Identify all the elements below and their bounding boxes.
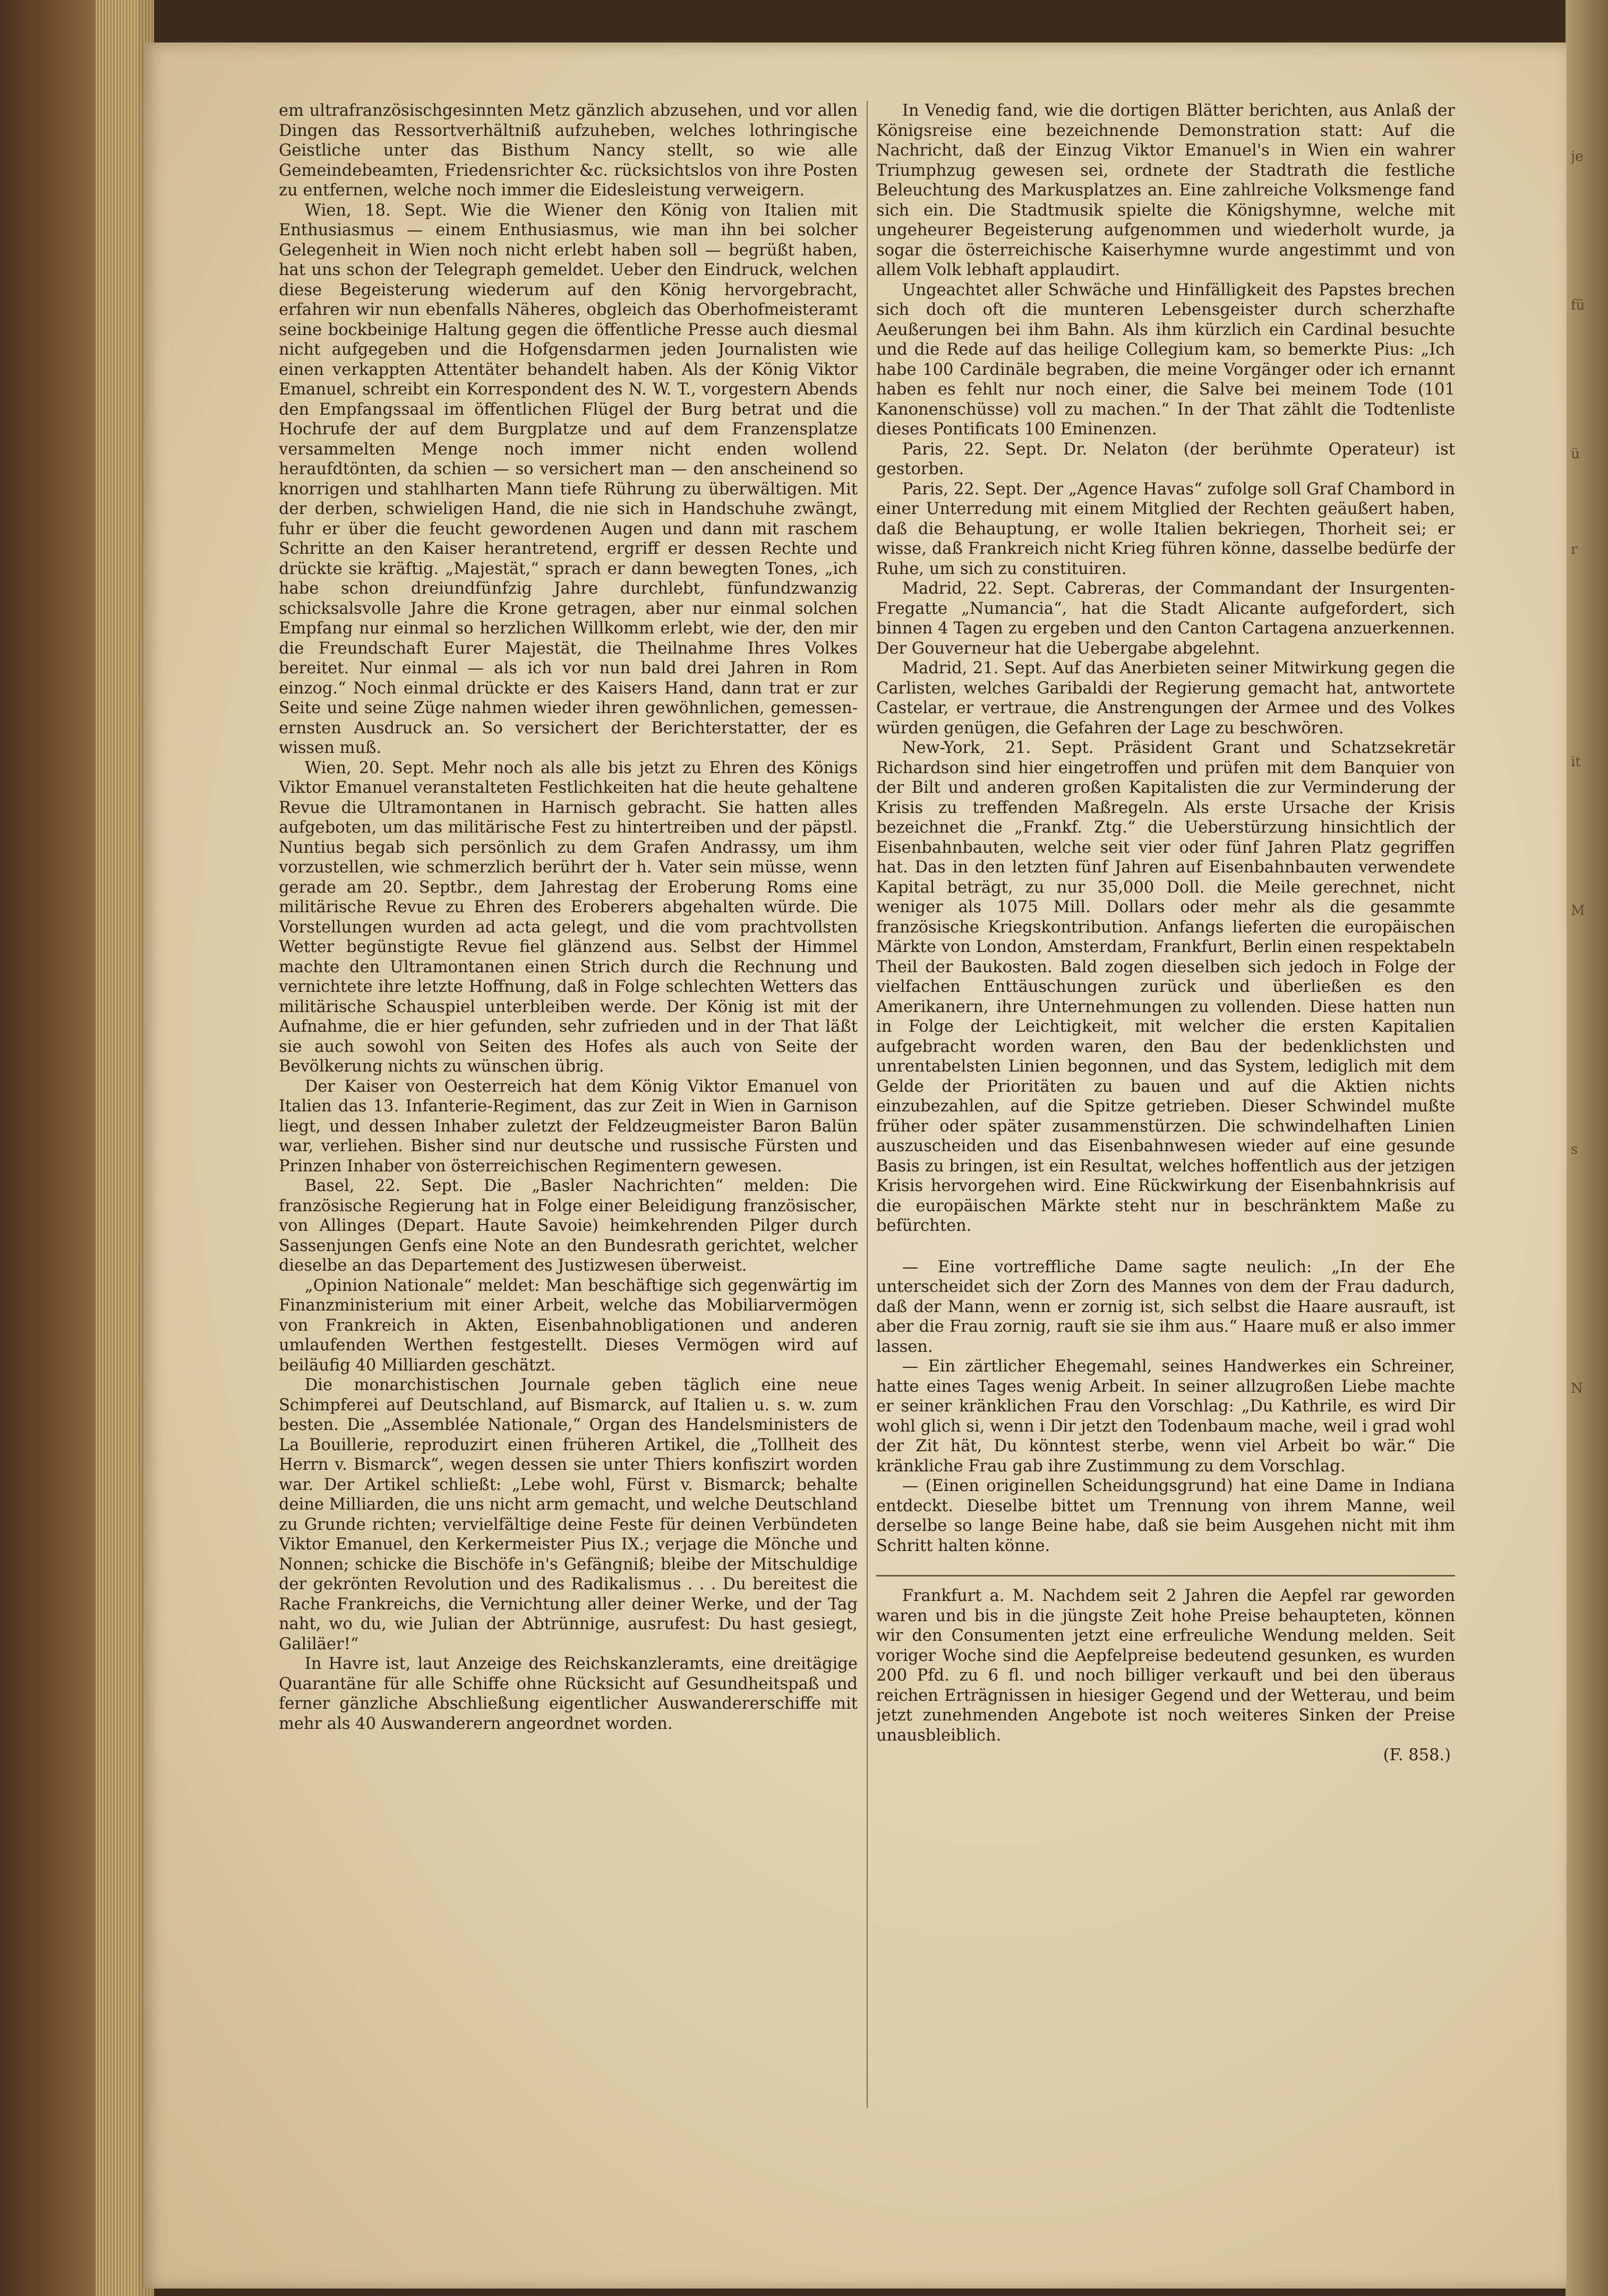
margin-fragment: je	[1571, 149, 1584, 165]
left-column	[279, 101, 858, 2172]
margin-fragment: r	[1571, 542, 1578, 558]
margin-fragment: fü	[1571, 297, 1585, 313]
market-report: Frankfurt a. M. Nachdem seit 2 Jahren die Aepfel rar geworden waren und bis in die jüngste Zeit hohe Preise behaupteten, können wir den Consumenten jetzt eine erfreuliche Wendung melden. Seit voriger Woche sind die Aepfelpreise bedeutend gesunken, es wurden 200 Pfd. zu 6 fl. und noch billiger verkauft und bei den überaus reichen Erträgnissen in hiesiger Gegend und der Wetterau, und beim jetzt zunehmenden Angebote ist noch weiteres Sinken der Preise unausbleiblich.	[876, 1587, 1455, 1745]
anecdote: — (Einen originellen Scheidungsgrund) hat eine Dame in Indiana entdeckt. Dieselbe bittet um Trennung von ihrem Manne, weil derselbe so lange Beine habe, daß sie beim Ausgehen nicht mit ihm Schritt halten könne.	[876, 1477, 1455, 1555]
article-paragraph: em ultrafranzösischgesinnten Metz gänzlich abzusehen, und vor allen Dingen das Ressortverhältniß aufzuheben, welches lothringische Geistliche unter das Bisthum Nancy stellt, so wie alle Gemeindebeamten, Friedensrichter &c. rücksichtslos von ihre Posten zu entfernen, welche noch immer die Eidesleistung verweigern.	[279, 101, 858, 200]
margin-fragment: N	[1571, 1381, 1583, 1397]
newspaper-page	[143, 42, 1567, 2289]
article-paragraph: Madrid, 22. Sept. Cabreras, der Commandant der Insurgenten-Fregatte „Numancia“, hat die Stadt Alicante aufgefordert, sich binnen 4 Tagen zu ergeben und den Canton Cartagena anzuerkennen. Der Gouverneur hat die Uebergabe abgelehnt.	[876, 579, 1455, 658]
margin-fragment: it	[1571, 754, 1581, 770]
section-rule	[876, 1575, 1455, 1577]
article-paragraph: In Havre ist, laut Anzeige des Reichskanzleramts, eine dreitägige Quarantäne für alle Schiffe ohne Rücksicht auf Gesundheitspaß und ferner gänzliche Abschließung eigentlicher Auswandererschiffe mit mehr als 40 Auswanderern angeordnet worden.	[279, 1655, 858, 1733]
article-paragraph: „Opinion Nationale“ meldet: Man beschäftige sich gegenwärtig im Finanzministerium mit einer Arbeit, welche das Mobiliarvermögen von Frankreich in Akten, Eisenbahnobligationen und anderen umlaufenden Werthen festgestellt. Dieses Vermögen wird auf beiläufig 40 Milliarden geschätzt.	[279, 1276, 858, 1375]
article-paragraph: Basel, 22. Sept. Die „Basler Nachrichten“ melden: Die französische Regierung hat in Folge einer Beleidigung französischer, von Allinges (Depart. Haute Savoie) heimkehrenden Pilger durch Sassenjungen Genfs eine Note an den Bundesrath gerichtet, welcher dieselbe an das Departement des Justizwesen überweist.	[279, 1177, 858, 1275]
margin-fragment: s	[1571, 1142, 1578, 1158]
article-paragraph: New-York, 21. Sept. Präsident Grant und Schatzsekretär Richardson sind hier eingetroffen und prüfen mit dem Banquier von der Bilt und anderen großen Kapitalisten die zur Verminderung der Krisis zu treffenden Maßregeln. Als erste Ursache der Krisis bezeichnet die „Frankf. Ztg.“ die Ueberstürzung hinsichtlich der Eisenbahnbauten, welche seit vier oder fünf Jahren Platz gegriffen hat. Das in den letzten fünf Jahren auf Eisenbahnbauten verwendete Kapital beträgt, zu nur 35,000 Doll. die Meile gerechnet, nicht weniger als 1075 Mill. Dollars oder mehr als die gesammte französische Kriegskontribution. Anfangs lieferten die europäischen Märkte von London, Amsterdam, Frankfurt, Berlin einen respektabeln Theil der Baukosten. Bald zogen dieselben sich jedoch in Folge der vielfachen Enttäuschungen zurück und überließen es den Amerikanern, ihre Unternehmungen zu vollenden. Diese hatten nun in Folge der Leichtigkeit, mit welcher die ersten Kapitalien aufgebracht worden waren, den Bau der bedenklichsten und unrentabelsten Linien begonnen, und das System, lediglich mit dem Gelde der Prioritäten zu bauen und auf die Aktien nichts einzubezahlen, auf die Spitze getrieben. Dieser Schwindel mußte früher oder später zusammenstürzen. Die schwindelhaften Linien auszuscheiden und das Eisenbahnwesen wieder auf eine gesunde Basis zu bringen, ist ein Resultat, welches hoffentlich aus der jetzigen Krisis hervorgehen wird. Eine Rückwirkung der Eisenbahnkrisis auf die europäischen Märkte steht nur in beschränktem Maße zu befürchten.	[876, 739, 1455, 1235]
article-paragraph: Paris, 22. Sept. Dr. Nelaton (der berühmte Operateur) ist gestorben.	[876, 440, 1455, 478]
margin-fragment: M	[1571, 903, 1585, 919]
anecdote: — Eine vortreffliche Dame sagte neulich: „In der Ehe unterscheidet sich der Zorn des Mannes von dem der Frau dadurch, daß der Mann, wenn er zornig ist, sich selbst die Haare ausrauft, ist aber die Frau zornig, rauft sie sie ihm aus.“ Haare muß er also immer lassen.	[876, 1257, 1455, 1356]
article-paragraph: Wien, 20. Sept. Mehr noch als alle bis jetzt zu Ehren des Königs Viktor Emanuel veranstalteten Festlichkeiten hat die heute gehaltene Revue die Ultramontanen in Harnisch gebracht. Sie hatten alles aufgeboten, um das militärische Fest zu hintertreiben und der päpstl. Nuntius begab sich persönlich zu dem Grafen Andrassy, um ihm vorzustellen, wie schmerzlich berührt der h. Vater sein müsse, wenn gerade am 20. Septbr., dem Jahrestag der Eroberung Roms eine militärische Revue zu Ehren des Eroberers abgehalten würde. Die Vorstellungen wurden ad acta gelegt, und die vom prachtvollsten Wetter begünstigte Revue fiel glänzend aus. Selbst der Himmel machte den Ultramontanen einen Strich durch die Rechnung und vernichtete ihre letzte Hoffnung, daß in Folge schlechten Wetters das militärische Schauspiel unterbleiben werde. Der König ist mit der Aufnahme, die er hier gefunden, sehr zufrieden und in der That läßt sie auch sowohl von Seiten des Hofes als auch von Seite der Bevölkerung nichts zu wünschen übrig.	[279, 758, 858, 1076]
anecdote: — Ein zärtlicher Ehegemahl, seines Handwerkes ein Schreiner, hatte eines Tages wenig Arbeit. In seiner allzugroßen Liebe machte er seiner kränklichen Frau den Vorschlag: „Du Kathrile, es wird Dir wohl glich si, wenn i Dir jetzt den Todenbaum mache, weil i grad wohl der Zit hät, Du könntest sterbe, wenn viel Arbeit bo wär.“ Die kränkliche Frau gab ihre Zustimmung zu dem Vorschlag.	[876, 1357, 1455, 1476]
article-paragraph: Paris, 22. Sept. Der „Agence Havas“ zufolge soll Graf Chambord in einer Unterredung mit einem Mitglied der Rechten geäußert haben, daß die Behauptung, er wolle Italien bekriegen, Thorheit sei; er wisse, daß Frankreich nicht Krieg führen könne, dasselbe bedürfe der Ruhe, um sich zu constituiren.	[876, 479, 1455, 578]
margin-fragment: ü	[1571, 446, 1580, 462]
article-paragraph: In Venedig fand, wie die dortigen Blätter berichten, aus Anlaß der Königsreise eine bezeichnende Demonstration statt: Auf die Nachricht, daß der Einzug Viktor Emanuel's in Wien ein wahrer Triumphzug gewesen sei, ordnete der Stadtrath die festliche Beleuchtung des Markusplatzes an. Eine zahlreiche Volksmenge fand sich ein. Die Stadtmusik spielte die Königshymne, welche mit ungeheurer Begeisterung aufgenommen und wiederholt wurde, ja sogar die österreichische Kaiserhymne wurde angestimmt und von allem Volk lebhaft applaudirt.	[876, 101, 1455, 279]
source-signature: (F. 858.)	[1383, 1746, 1451, 1764]
article-paragraph: Ungeachtet aller Schwäche und Hinfälligkeit des Papstes brechen sich doch oft die munteren Lebensgeister durch scherzhafte Aeußerungen bei ihm Bahn. Als ihm kürzlich ein Cardinal besuchte und die Rede auf das heilige Collegium kam, so bemerkte Pius: „Ich habe 100 Cardinäle begraben, die meine Vorgänger oder ich ernannt haben es fehlt nur noch einer, die Salve bei meinem Tode (101 Kanonenschüsse) voll zu machen.“ In der That zählt die Todtenliste dieses Pontificats 100 Eminenzen.	[876, 280, 1455, 439]
article-paragraph: Wien, 18. Sept. Wie die Wiener den König von Italien mit Enthusiasmus — einem Enthusiasmus, wie man ihn bei solcher Gelegenheit in Wien noch nicht erlebt haben soll — begrüßt haben, hat uns schon der Telegraph gemeldet. Ueber den Eindruck, welchen diese Begeisterung wiederum auf den König hervorgebracht, erfahren wir nun ebenfalls Näheres, obgleich das Oberhofmeisteramt seine bockbeinige Haltung gegen die öffentliche Presse auch diesmal nicht aufgegeben und die Hofgensdarmen jeden Journalisten wie einen verkappten Attentäter behandelt haben. Als der König Viktor Emanuel, schreibt ein Korrespondent des N. W. T., vorgestern Abends den Empfangssaal im öffentlichen Flügel der Burg betrat und die Hochrufe der auf dem Burgplatze und auf dem Franzensplatze versammelten Menge noch immer nicht enden wollend heraufdtönten, da schien — so versichert man — den anscheinend so knorrigen und stahlharten Mann tiefe Rührung zu überwältigen. Mit der derben, schwieligen Hand, die nie sich in Handschuhe zwängt, fuhr er über die feucht gewordenen Augen und dann mit raschem Schritte an den Kaiser herantretend, ergriff er dessen Rechte und drückte sie kräftig. „Majestät,“ sprach er dann bewegten Tones, „ich habe schon dreiundfünfzig Jahre durchlebt, fünfundzwanzig schicksalsvolle Jahre die Krone getragen, aber nur einmal solchen Empfang nur einmal so herzlichen Willkomm erlebt, wie der, den mir die Freundschaft Eurer Majestät, die Theilnahme Ihres Volkes bereitet. Nur einmal — als ich vor nun bald drei Jahren in Rom einzog.“ Noch einmal drückte er des Kaisers Hand, dann trat er zur Seite und seine Züge nahmen wieder ihren gewöhnlichen, gemessen-ernsten Ausdruck an. So versichert der Berichterstatter, der es wissen muß.	[279, 201, 858, 757]
article-paragraph: Der Kaiser von Oesterreich hat dem König Viktor Emanuel von Italien das 13. Infanterie-Regiment, das zur Zeit in Wien in Garnison liegt, und dessen Inhaber zuletzt der Feldzeugmeister Baron Balün war, verliehen. Bisher sind nur deutsche und russische Fürsten und Prinzen Inhaber von österreichischen Regimentern gewesen.	[279, 1077, 858, 1176]
article-paragraph: Madrid, 21. Sept. Auf das Anerbieten seiner Mitwirkung gegen die Carlisten, welches Garibaldi der Regierung gemacht hat, antwortete Castelar, er vertraue, die Anstrengungen der Armee und des Volkes würden genügen, die Gefahren der Lage zu beschwören.	[876, 659, 1455, 738]
article-paragraph: Die monarchistischen Journale geben täglich eine neue Schimpferei auf Deutschland, auf Bismarck, auf Italien u. s. w. zum besten. Die „Assemblée Nationale,“ Organ des Handelsministers de La Bouillerie, reproduzirt einen früheren Artikel, die „Tollheit des Herrn v. Bismarck“, wegen dessen sie unter Thiers konfiszirt worden war. Der Artikel schließt: „Lebe wohl, Fürst v. Bismarck; behalte deine Milliarden, die uns nicht arm gemacht, und welche Deutschland zu Grunde richten; vervielfältige deine Feste für deinen Verbündeten Viktor Emanuel, den Kerkermeister Pius IX.; verjage die Mönche und Nonnen; schicke die Bischöfe in's Gefängniß; bleibe der Mitschuldige der gekrönten Revolution und des Radikalismus . . . Du bereitest die Rache Frankreichs, die Vernichtung aller deiner Werke, und der Tag naht, wo du, wie Julian der Abtrünnige, ausrufest: Du hast gesiegt, Galiläer!“	[279, 1376, 858, 1654]
column-divider	[867, 101, 868, 2108]
right-column	[876, 101, 1455, 2172]
